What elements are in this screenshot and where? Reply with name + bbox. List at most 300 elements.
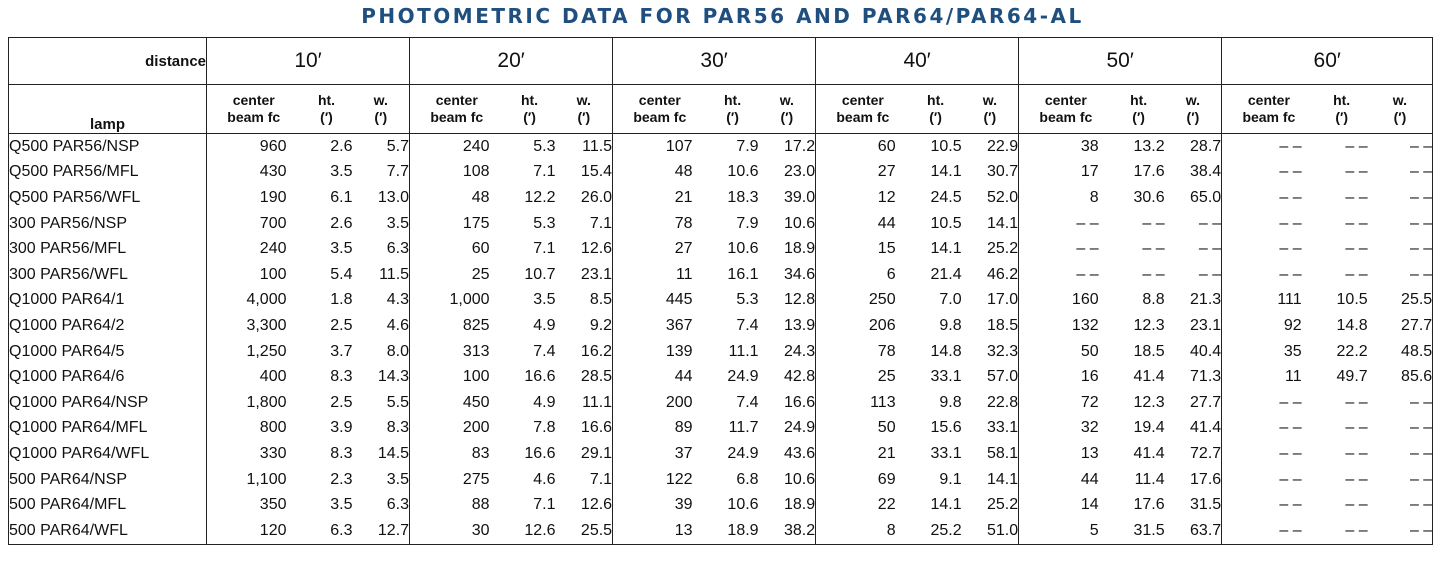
center-beam-fc-value: 44	[1019, 467, 1113, 493]
width-value: – –	[1368, 441, 1433, 467]
height-value: 4.9	[533, 393, 556, 411]
center-beam-fc-value: – –	[1222, 390, 1316, 416]
lamp-label: lamp	[9, 85, 207, 134]
distance-header: 50′	[1019, 38, 1222, 85]
center-beam-fc-value: 960	[207, 134, 301, 160]
center-beam-fc-value: 44	[816, 211, 910, 237]
height-value: 7.4	[736, 393, 759, 411]
table-row	[9, 364, 1433, 390]
height-value: 33.1	[930, 368, 962, 386]
center-beam-fc-value: 60	[816, 134, 910, 160]
height-header-line2: (′)	[320, 109, 333, 125]
width-value: 10.6	[783, 214, 816, 232]
center-beam-fc-value: – –	[1019, 236, 1113, 262]
height-value: – –	[1345, 444, 1368, 462]
height-value: 9.8	[939, 316, 962, 334]
table-row	[9, 416, 1433, 442]
height-value: 6.1	[330, 188, 353, 206]
height-value: 5.3	[533, 137, 556, 155]
width-value: 12.8	[783, 291, 816, 309]
lamp-name: 300 PAR56/NSP	[9, 211, 207, 237]
width-value: 17.6	[1190, 470, 1222, 488]
height-value: 33.1	[930, 444, 962, 462]
height-value: 24.5	[930, 188, 962, 206]
lamp-name: Q1000 PAR64/1	[9, 288, 207, 314]
width-value: 17.2	[783, 137, 816, 155]
width-value: 38.2	[759, 518, 816, 544]
width-value: 23.0	[783, 163, 816, 181]
center-beam-fc-value: 430	[207, 160, 301, 186]
height-value: – –	[1345, 496, 1368, 514]
center-beam-fc-value: 27	[613, 236, 707, 262]
center-beam-fc-value: – –	[1222, 185, 1316, 211]
center-beam-fc-value: 122	[613, 467, 707, 493]
table-row	[9, 441, 1433, 467]
table-row	[9, 492, 1433, 518]
height-value: – –	[1142, 214, 1165, 232]
center-beam-fc-value: 113	[816, 390, 910, 416]
center-beam-fc-value: 190	[207, 185, 301, 211]
height-value: 7.0	[939, 291, 962, 309]
center-beam-fc-value: 21	[816, 441, 910, 467]
center-beam-fc-value: 400	[207, 364, 301, 390]
width-value: 28.7	[1190, 137, 1222, 155]
width-value: 51.0	[962, 518, 1019, 544]
height-value: 41.4	[1133, 368, 1165, 386]
center-beam-fc-header-line2: beam fc	[430, 109, 484, 125]
height-header-line2: (′)	[929, 109, 942, 125]
width-value: – –	[1368, 390, 1433, 416]
center-beam-fc-value: 38	[1019, 134, 1113, 160]
height-value: 7.4	[533, 342, 556, 360]
lamp-name: Q1000 PAR64/2	[9, 313, 207, 339]
width-value: 12.6	[580, 240, 613, 258]
width-value: 40.4	[1190, 342, 1222, 360]
center-beam-fc-value: 160	[1019, 288, 1113, 314]
width-value: 15.4	[580, 163, 613, 181]
center-beam-fc-value: 11	[1222, 364, 1316, 390]
width-value: 38.4	[1190, 163, 1222, 181]
width-header-line2: (′)	[577, 109, 591, 125]
height-value: 19.4	[1133, 419, 1165, 437]
width-value: 42.8	[783, 368, 816, 386]
height-value: – –	[1345, 240, 1368, 258]
center-beam-fc-value: 88	[410, 492, 504, 518]
center-beam-fc-value: 100	[410, 364, 504, 390]
width-value: 41.4	[1190, 419, 1222, 437]
height-value: 1.8	[330, 291, 353, 309]
width-value: 48.5	[1368, 339, 1433, 365]
distance-header: 30′	[613, 38, 816, 85]
center-beam-fc-value: – –	[1222, 134, 1316, 160]
height-value: 3.5	[330, 163, 353, 181]
height-value: 2.5	[330, 393, 353, 411]
height-value: 4.9	[533, 316, 556, 334]
height-value: 5.4	[330, 265, 353, 283]
height-header-line2: (′)	[1335, 109, 1348, 125]
center-beam-fc-header	[1019, 85, 1113, 134]
center-beam-fc-value: 100	[207, 262, 301, 288]
width-value: 11.5	[379, 265, 410, 283]
center-beam-fc-value: 350	[207, 492, 301, 518]
width-value: 65.0	[1190, 188, 1222, 206]
width-value: – –	[1198, 240, 1222, 258]
height-header	[707, 85, 759, 134]
center-beam-fc-header-line2: beam fc	[1039, 109, 1093, 125]
table-row	[9, 185, 1433, 211]
center-beam-fc-value: 8	[1019, 185, 1113, 211]
center-beam-fc-value: – –	[1222, 160, 1316, 186]
distance-header: 10′	[207, 38, 410, 85]
center-beam-fc-header-line1: center	[1247, 92, 1290, 108]
center-beam-fc-value: – –	[1019, 211, 1113, 237]
width-value: – –	[1368, 160, 1433, 186]
height-value: – –	[1316, 518, 1368, 544]
height-value: – –	[1142, 265, 1165, 283]
lamp-name: Q500 PAR56/MFL	[9, 160, 207, 186]
width-value: 14.1	[986, 214, 1019, 232]
width-value: 22.8	[986, 393, 1019, 411]
height-header	[1113, 85, 1165, 134]
height-value: 14.1	[930, 496, 962, 514]
width-value: – –	[1198, 265, 1222, 283]
height-value: 49.7	[1336, 368, 1368, 386]
center-beam-fc-value: – –	[1222, 211, 1316, 237]
height-value: 18.3	[727, 188, 759, 206]
center-beam-fc-value: 48	[410, 185, 504, 211]
center-beam-fc-header	[410, 85, 504, 134]
width-header	[353, 85, 410, 134]
width-header-line1: w.	[1185, 92, 1201, 108]
height-value: 7.9	[736, 137, 759, 155]
width-value: 29.1	[580, 444, 613, 462]
width-value: 14.3	[377, 368, 410, 386]
center-beam-fc-value: 108	[410, 160, 504, 186]
lamp-name: 300 PAR56/WFL	[9, 262, 207, 288]
width-value: 7.1	[589, 470, 613, 488]
height-value: – –	[1345, 137, 1368, 155]
height-value: 8.8	[1142, 291, 1165, 309]
height-header-line2: (′)	[726, 109, 739, 125]
center-beam-fc-header-line2: beam fc	[1242, 109, 1296, 125]
center-beam-fc-value: – –	[1222, 236, 1316, 262]
center-beam-fc-header-line2: beam fc	[836, 109, 890, 125]
center-beam-fc-value: 21	[613, 185, 707, 211]
height-value: 8.3	[330, 444, 353, 462]
center-beam-fc-value: 39	[613, 492, 707, 518]
height-value: 10.7	[524, 265, 556, 283]
height-value: 9.1	[939, 470, 962, 488]
height-value: 10.5	[1336, 291, 1368, 309]
center-beam-fc-value: – –	[1222, 416, 1316, 442]
table-row	[9, 339, 1433, 365]
height-value: 22.2	[1336, 342, 1368, 360]
height-value: 5.3	[736, 291, 759, 309]
width-value: 5.7	[386, 137, 410, 155]
height-value: – –	[1345, 265, 1368, 283]
width-header-line1: w.	[373, 92, 388, 108]
height-value: 11.1	[728, 342, 759, 360]
lamp-name: Q1000 PAR64/WFL	[9, 441, 207, 467]
width-value: 22.9	[986, 137, 1019, 155]
height-value: 10.6	[727, 496, 759, 514]
height-value: 3.7	[330, 342, 353, 360]
height-value: 14.8	[930, 342, 962, 360]
height-value: – –	[1345, 188, 1368, 206]
width-value: 4.6	[386, 316, 410, 334]
center-beam-fc-header	[207, 85, 301, 134]
width-value: – –	[1368, 262, 1433, 288]
table-row	[9, 211, 1433, 237]
height-value: 11.4	[1134, 470, 1165, 488]
width-value: 46.2	[986, 265, 1019, 283]
width-value: 12.6	[580, 496, 613, 514]
height-value: 30.6	[1133, 188, 1165, 206]
width-value: 26.0	[580, 188, 613, 206]
height-value: – –	[1345, 470, 1368, 488]
height-header-line1: ht.	[317, 92, 336, 108]
height-value: – –	[1345, 163, 1368, 181]
center-beam-fc-value: 30	[410, 518, 504, 544]
center-beam-fc-value: – –	[1019, 262, 1113, 288]
center-beam-fc-value: 22	[816, 492, 910, 518]
lamp-name: Q500 PAR56/WFL	[9, 185, 207, 211]
center-beam-fc-value: 825	[410, 313, 504, 339]
lamp-name: 300 PAR56/MFL	[9, 236, 207, 262]
center-beam-fc-value: 275	[410, 467, 504, 493]
center-beam-fc-value: – –	[1222, 441, 1316, 467]
lamp-name: Q1000 PAR64/6	[9, 364, 207, 390]
width-value: 43.6	[783, 444, 816, 462]
center-beam-fc-value: 15	[816, 236, 910, 262]
height-value: 12.3	[1133, 316, 1165, 334]
height-value: 3.9	[330, 419, 353, 437]
height-value: 16.1	[727, 265, 759, 283]
center-beam-fc-value: 1,250	[207, 339, 301, 365]
center-beam-fc-value: 72	[1019, 390, 1113, 416]
height-value: 10.6	[727, 163, 759, 181]
width-value: 11.5	[582, 137, 613, 155]
center-beam-fc-value: 240	[207, 236, 301, 262]
height-value: 10.6	[727, 240, 759, 258]
width-value: 12.7	[353, 518, 410, 544]
distance-header-row	[9, 38, 1433, 85]
height-value: 3.5	[330, 240, 353, 258]
center-beam-fc-header	[613, 85, 707, 134]
width-value: 18.9	[783, 496, 816, 514]
center-beam-fc-value: 78	[816, 339, 910, 365]
height-value: – –	[1142, 240, 1165, 258]
height-value: 15.6	[930, 419, 962, 437]
width-value: 72.7	[1190, 444, 1222, 462]
center-beam-fc-value: 1,100	[207, 467, 301, 493]
width-value: 14.1	[986, 470, 1019, 488]
height-value: 8.3	[330, 368, 353, 386]
width-header	[962, 85, 1019, 134]
center-beam-fc-value: 92	[1222, 313, 1316, 339]
center-beam-fc-value: 450	[410, 390, 504, 416]
width-header-line2: (′)	[1393, 109, 1407, 125]
width-value: – –	[1198, 214, 1222, 232]
center-beam-fc-value: 50	[1019, 339, 1113, 365]
center-beam-fc-value: 35	[1222, 339, 1316, 365]
center-beam-fc-value: 132	[1019, 313, 1113, 339]
height-value: – –	[1345, 393, 1368, 411]
center-beam-fc-value: 27	[816, 160, 910, 186]
width-value: – –	[1368, 236, 1433, 262]
height-value: 12.2	[524, 188, 556, 206]
height-value: – –	[1345, 419, 1368, 437]
width-value: – –	[1368, 492, 1433, 518]
height-value: 18.9	[707, 518, 759, 544]
width-value: – –	[1368, 416, 1433, 442]
width-value: 25.5	[556, 518, 613, 544]
table-row	[9, 134, 1433, 160]
height-value: 6.8	[736, 470, 759, 488]
center-beam-fc-value: 14	[1019, 492, 1113, 518]
center-beam-fc-value: 60	[410, 236, 504, 262]
center-beam-fc-value: 12	[816, 185, 910, 211]
width-value: 30.7	[986, 163, 1019, 181]
center-beam-fc-value: 700	[207, 211, 301, 237]
width-value: 25.2	[986, 496, 1019, 514]
width-header-line1: w.	[779, 92, 794, 108]
height-value: 7.9	[736, 214, 759, 232]
height-value: 12.6	[504, 518, 556, 544]
height-value: 3.5	[533, 291, 556, 309]
center-beam-fc-value: 5	[1019, 518, 1113, 544]
width-value: 18.9	[783, 240, 816, 258]
width-header-line1: w.	[576, 92, 591, 108]
center-beam-fc-value: 25	[410, 262, 504, 288]
distance-header: 20′	[410, 38, 613, 85]
center-beam-fc-value: 250	[816, 288, 910, 314]
height-value: 10.5	[930, 214, 962, 232]
center-beam-fc-header	[816, 85, 910, 134]
center-beam-fc-value: 107	[613, 134, 707, 160]
width-value: 16.2	[580, 342, 613, 360]
table-row	[9, 313, 1433, 339]
page-title: PHOTOMETRIC DATA FOR PAR56 AND PAR64/PAR64-AL	[361, 4, 1084, 28]
width-value: 24.3	[783, 342, 816, 360]
width-header-line2: (′)	[780, 109, 794, 125]
width-value: 13.0	[377, 188, 410, 206]
height-value: 18.5	[1133, 342, 1165, 360]
center-beam-fc-value: 1,000	[410, 288, 504, 314]
width-value: 3.5	[386, 470, 410, 488]
width-value: 25.5	[1368, 288, 1433, 314]
center-beam-fc-header	[1222, 85, 1316, 134]
width-value: 23.1	[1190, 316, 1222, 334]
table-body	[9, 134, 1433, 545]
height-value: 17.6	[1133, 163, 1165, 181]
width-value: 52.0	[986, 188, 1019, 206]
width-value: 23.1	[580, 265, 613, 283]
width-header	[1165, 85, 1222, 134]
height-header-line1: ht.	[724, 92, 742, 108]
height-value: 31.5	[1113, 518, 1165, 544]
center-beam-fc-value: 69	[816, 467, 910, 493]
center-beam-fc-value: 48	[613, 160, 707, 186]
lamp-name: Q1000 PAR64/MFL	[9, 416, 207, 442]
width-value: 31.5	[1190, 496, 1222, 514]
height-value: 10.5	[930, 137, 962, 155]
height-value: 6.3	[301, 518, 353, 544]
height-value: 11.7	[728, 419, 759, 437]
width-header-line1: w.	[982, 92, 997, 108]
column-header-row	[9, 85, 1433, 134]
height-value: 7.1	[533, 496, 556, 514]
height-value: 5.3	[533, 214, 556, 232]
center-beam-fc-header-line1: center	[841, 92, 884, 108]
width-value: 39.0	[783, 188, 816, 206]
width-value: 71.3	[1190, 368, 1222, 386]
table-row	[9, 236, 1433, 262]
width-value: 24.9	[783, 419, 816, 437]
width-value: 10.6	[783, 470, 816, 488]
height-value: 2.6	[330, 214, 353, 232]
height-value: 2.6	[330, 137, 353, 155]
center-beam-fc-value: 1,800	[207, 390, 301, 416]
center-beam-fc-value: – –	[1222, 492, 1316, 518]
center-beam-fc-value: 25	[816, 364, 910, 390]
width-value: 18.5	[986, 316, 1019, 334]
height-value: 13.2	[1133, 137, 1165, 155]
center-beam-fc-header-line1: center	[1044, 92, 1087, 108]
width-header-line2: (′)	[1186, 109, 1200, 125]
height-header	[1316, 85, 1368, 134]
center-beam-fc-value: – –	[1222, 467, 1316, 493]
width-value: 21.3	[1190, 291, 1222, 309]
width-value: 6.3	[386, 496, 410, 514]
center-beam-fc-value: 111	[1222, 288, 1316, 314]
lamp-name: 500 PAR64/MFL	[9, 492, 207, 518]
width-value: 58.1	[986, 444, 1019, 462]
center-beam-fc-value: 313	[410, 339, 504, 365]
height-value: 4.6	[533, 470, 556, 488]
width-value: 27.7	[1190, 393, 1222, 411]
height-header	[910, 85, 962, 134]
height-value: 12.3	[1133, 393, 1165, 411]
height-header-line1: ht.	[520, 92, 539, 108]
height-value: – –	[1345, 214, 1368, 232]
width-header-line2: (′)	[983, 109, 997, 125]
center-beam-fc-value: 16	[1019, 364, 1113, 390]
width-value: 16.6	[783, 393, 816, 411]
center-beam-fc-value: 17	[1019, 160, 1113, 186]
width-header	[1368, 85, 1433, 134]
table-row	[9, 160, 1433, 186]
center-beam-fc-header-line2: beam fc	[633, 109, 687, 125]
width-value: – –	[1368, 211, 1433, 237]
center-beam-fc-value: 200	[410, 416, 504, 442]
width-value: 3.5	[386, 214, 410, 232]
width-value: 25.2	[986, 240, 1019, 258]
height-value: 14.1	[930, 163, 962, 181]
width-value: 16.6	[580, 419, 613, 437]
height-header-line1: ht.	[1130, 92, 1148, 108]
width-value: 63.7	[1165, 518, 1222, 544]
center-beam-fc-value: 206	[816, 313, 910, 339]
height-header	[504, 85, 556, 134]
width-value: 9.2	[589, 316, 613, 334]
width-value: – –	[1368, 518, 1433, 544]
lamp-name: Q1000 PAR64/NSP	[9, 390, 207, 416]
height-value: 24.9	[727, 444, 759, 462]
center-beam-fc-value: – –	[1222, 262, 1316, 288]
center-beam-fc-value: 139	[613, 339, 707, 365]
width-value: – –	[1368, 467, 1433, 493]
